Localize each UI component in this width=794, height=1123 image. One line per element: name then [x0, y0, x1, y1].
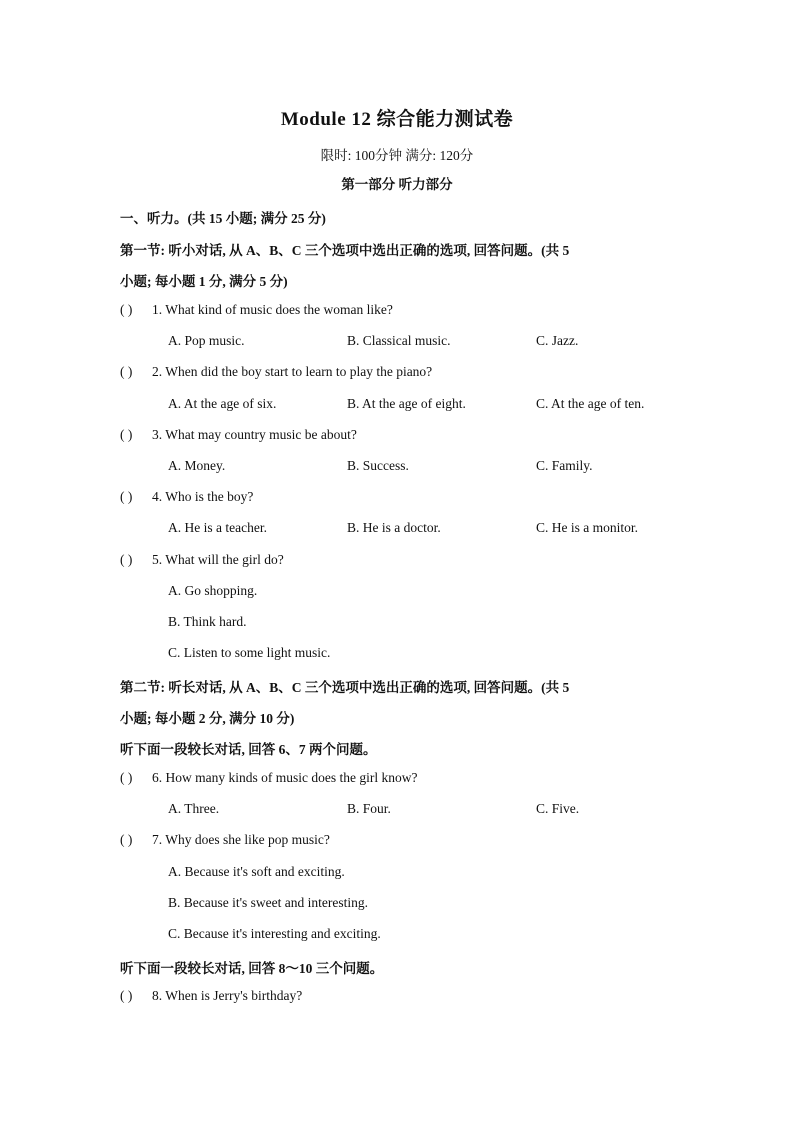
answer-blank[interactable]: ( ) — [120, 364, 133, 379]
question-4 — [120, 489, 253, 505]
question-text: 3. What may country music be about? — [152, 427, 357, 442]
part2-instruction-line1: 第二节: 听长对话, 从 A、B、C 三个选项中选出正确的选项, 回答问题。(共 5 — [120, 680, 570, 695]
dialog1-intro: 听下面一段较长对话, 回答 6、7 两个问题。 — [120, 742, 377, 757]
question-text: 8. When is Jerry's birthday? — [152, 988, 303, 1003]
option-b: B. Four. — [347, 801, 391, 816]
question-text: 4. Who is the boy? — [152, 489, 254, 504]
option-c: C. Five. — [536, 801, 580, 816]
part1-instruction-line1: 第一节: 听小对话, 从 A、B、C 三个选项中选出正确的选项, 回答问题。(共 5 — [120, 243, 570, 258]
answer-blank[interactable]: ( ) — [120, 489, 133, 504]
question-1 — [120, 302, 393, 318]
option-c: C. He is a monitor. — [536, 520, 638, 535]
option-b: B. Success. — [347, 458, 409, 473]
option-c: C. Family. — [536, 458, 593, 473]
part-title: 第一部分 听力部分 — [341, 177, 453, 192]
question-3 — [120, 427, 357, 443]
question-5 — [120, 552, 284, 568]
question-text: 6. How many kinds of music does the girl know? — [152, 770, 418, 785]
option-c: C. At the age of ten. — [536, 396, 645, 411]
answer-blank[interactable]: ( ) — [120, 427, 133, 442]
option-b: B. Think hard. — [168, 614, 247, 629]
answer-blank[interactable]: ( ) — [120, 552, 133, 567]
question-text: 7. Why does she like pop music? — [152, 832, 330, 847]
option-a: A. He is a teacher. — [168, 520, 267, 535]
option-c: C. Because it's interesting and exciting. — [168, 926, 381, 941]
question-2 — [120, 364, 432, 380]
answer-blank[interactable]: ( ) — [120, 988, 133, 1003]
option-a: A. Money. — [168, 458, 226, 473]
option-b: B. Classical music. — [347, 333, 451, 348]
answer-blank[interactable]: ( ) — [120, 302, 133, 317]
question-7 — [120, 832, 330, 848]
question-text: 1. What kind of music does the woman like? — [152, 302, 393, 317]
question-6 — [120, 770, 417, 786]
option-b: B. He is a doctor. — [347, 520, 441, 535]
question-text: 5. What will the girl do? — [152, 552, 284, 567]
answer-blank[interactable]: ( ) — [120, 770, 133, 785]
question-text: 2. When did the boy start to learn to play the piano? — [152, 364, 433, 379]
question-8 — [120, 988, 302, 1004]
time-score-info: 限时: 100分钟 满分: 120分 — [320, 148, 474, 163]
option-a: A. At the age of six. — [168, 396, 277, 411]
section-heading: 一、听力。(共 15 小题; 满分 25 分) — [120, 211, 326, 226]
option-b: B. At the age of eight. — [347, 396, 466, 411]
dialog2-intro: 听下面一段较长对话, 回答 8～10 三个问题。 — [120, 961, 384, 976]
option-a: A. Three. — [168, 801, 220, 816]
option-c: C. Jazz. — [536, 333, 579, 348]
answer-blank[interactable]: ( ) — [120, 832, 133, 847]
option-b: B. Because it's sweet and interesting. — [168, 895, 369, 910]
option-a: A. Go shopping. — [168, 583, 258, 598]
part2-instruction-line2: 小题; 每小题 2 分, 满分 10 分) — [120, 711, 295, 726]
part1-instruction-line2: 小题; 每小题 1 分, 满分 5 分) — [120, 274, 288, 289]
option-a: A. Pop music. — [168, 333, 245, 348]
option-a: A. Because it's soft and exciting. — [168, 864, 345, 879]
option-c: C. Listen to some light music. — [168, 645, 331, 660]
page-title: Module 12 综合能力测试卷 — [280, 109, 514, 130]
